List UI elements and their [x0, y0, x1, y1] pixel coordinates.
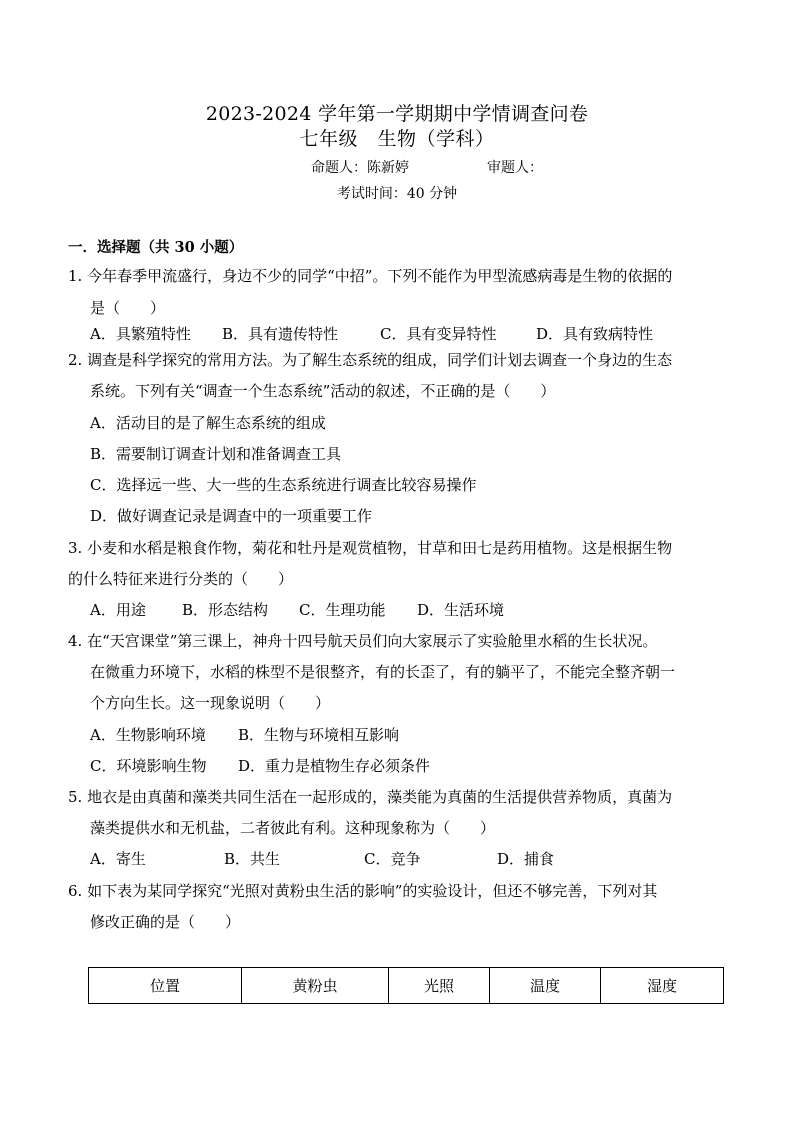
- table-header-cell: 温度: [490, 968, 601, 1004]
- question-3-line-1: 3. 小麦和水稻是粮食作物，菊花和牡丹是观赏植物，甘草和田七是药用植物。这是根据生物: [68, 539, 673, 557]
- question-2-line-1: 2. 调查是科学探究的常用方法。为了解生态系统的组成，同学们计划去调查一个身边的生态: [68, 351, 673, 369]
- option-b: B．生物与环境相互影响: [238, 726, 400, 744]
- question-5-line-1: 5. 地衣是由真菌和藻类共同生活在一起形成的，藻类能为真菌的生活提供营养物质，真菌为: [68, 788, 673, 806]
- option-d: D．捕食: [497, 850, 555, 868]
- question-2-line-2: 系统。下列有关“调查一个生态系统”活动的叙述，不正确的是（ ）: [90, 382, 556, 400]
- question-4-line-2: 在微重力环境下，水稻的株型不是很整齐，有的长歪了，有的躺平了，不能完全整齐朝一: [90, 663, 676, 681]
- option-d: D．生活环境: [417, 601, 505, 619]
- table-header-cell: 位置: [89, 968, 242, 1004]
- question-6-line-1: 6. 如下表为某同学探究“光照对黄粉虫生活的影响”的实验设计，但还不够完善，下列对其: [68, 882, 658, 900]
- question-3-line-2: 的什么特征来进行分类的（ ）: [68, 570, 294, 588]
- question-4-line-1: 4. 在“天宫课堂”第三课上，神舟十四号航天员们向大家展示了实验舱里水稻的生长状况。: [68, 632, 658, 650]
- exam-subtitle: 七年级 生物（学科）: [299, 128, 495, 150]
- table-header-row: [89, 968, 724, 1004]
- option-b: B．形态结构: [182, 601, 269, 619]
- option-d: D．重力是植物生存必须条件: [238, 757, 431, 775]
- question-1-line-2: 是（ ）: [90, 299, 166, 317]
- question-4-line-3: 个方向生长。这一现象说明（ ）: [90, 694, 331, 712]
- table-header-cell: 湿度: [601, 968, 724, 1004]
- exam-time: 考试时间：40 分钟: [336, 186, 458, 202]
- question-2-option-d: D．做好调查记录是调查中的一项重要工作: [90, 507, 373, 525]
- author-label: 命题人：陈新婷: [311, 160, 409, 176]
- option-c: C．环境影响生物: [90, 757, 207, 775]
- section-title: 一．选择题（共 30 小题）: [68, 239, 244, 256]
- option-c: C．具有变异特性: [380, 325, 497, 343]
- option-a: A．用途: [90, 601, 146, 619]
- option-b: B．共生: [224, 850, 281, 868]
- option-a: A．寄生: [90, 850, 146, 868]
- question-2-option-c: C．选择远一些、大一些的生态系统进行调查比较容易操作: [90, 476, 477, 494]
- option-b: B．具有遗传特性: [222, 325, 339, 343]
- table-header-cell: 光照: [389, 968, 490, 1004]
- question-6-line-2: 修改正确的是（ ）: [90, 913, 241, 931]
- option-c: C．竞争: [364, 850, 421, 868]
- exam-title: 2023-2024 学年第一学期期中学情调查问卷: [205, 103, 589, 125]
- option-d: D．具有致病特性: [536, 325, 654, 343]
- question-2-option-b: B．需要制订调查计划和准备调查工具: [90, 445, 342, 463]
- question-1-line-1: 1. 今年春季甲流盛行，身边不少的同学“中招”。下列不能作为甲型流感病毒是生物的依据的: [68, 267, 673, 285]
- option-a: A．生物影响环境: [90, 726, 206, 744]
- experiment-table: [88, 967, 724, 1004]
- table-header-cell: 黄粉虫: [242, 968, 389, 1004]
- exam-authors: [0, 157, 794, 177]
- option-a: A．具繁殖特性: [90, 325, 191, 343]
- reviewer-label: 审题人：: [487, 160, 543, 176]
- question-2-option-a: A．活动目的是了解生态系统的组成: [90, 414, 326, 432]
- option-c: C．生理功能: [299, 601, 386, 619]
- question-5-line-2: 藻类提供水和无机盐，二者彼此有利。这种现象称为（ ）: [90, 819, 496, 837]
